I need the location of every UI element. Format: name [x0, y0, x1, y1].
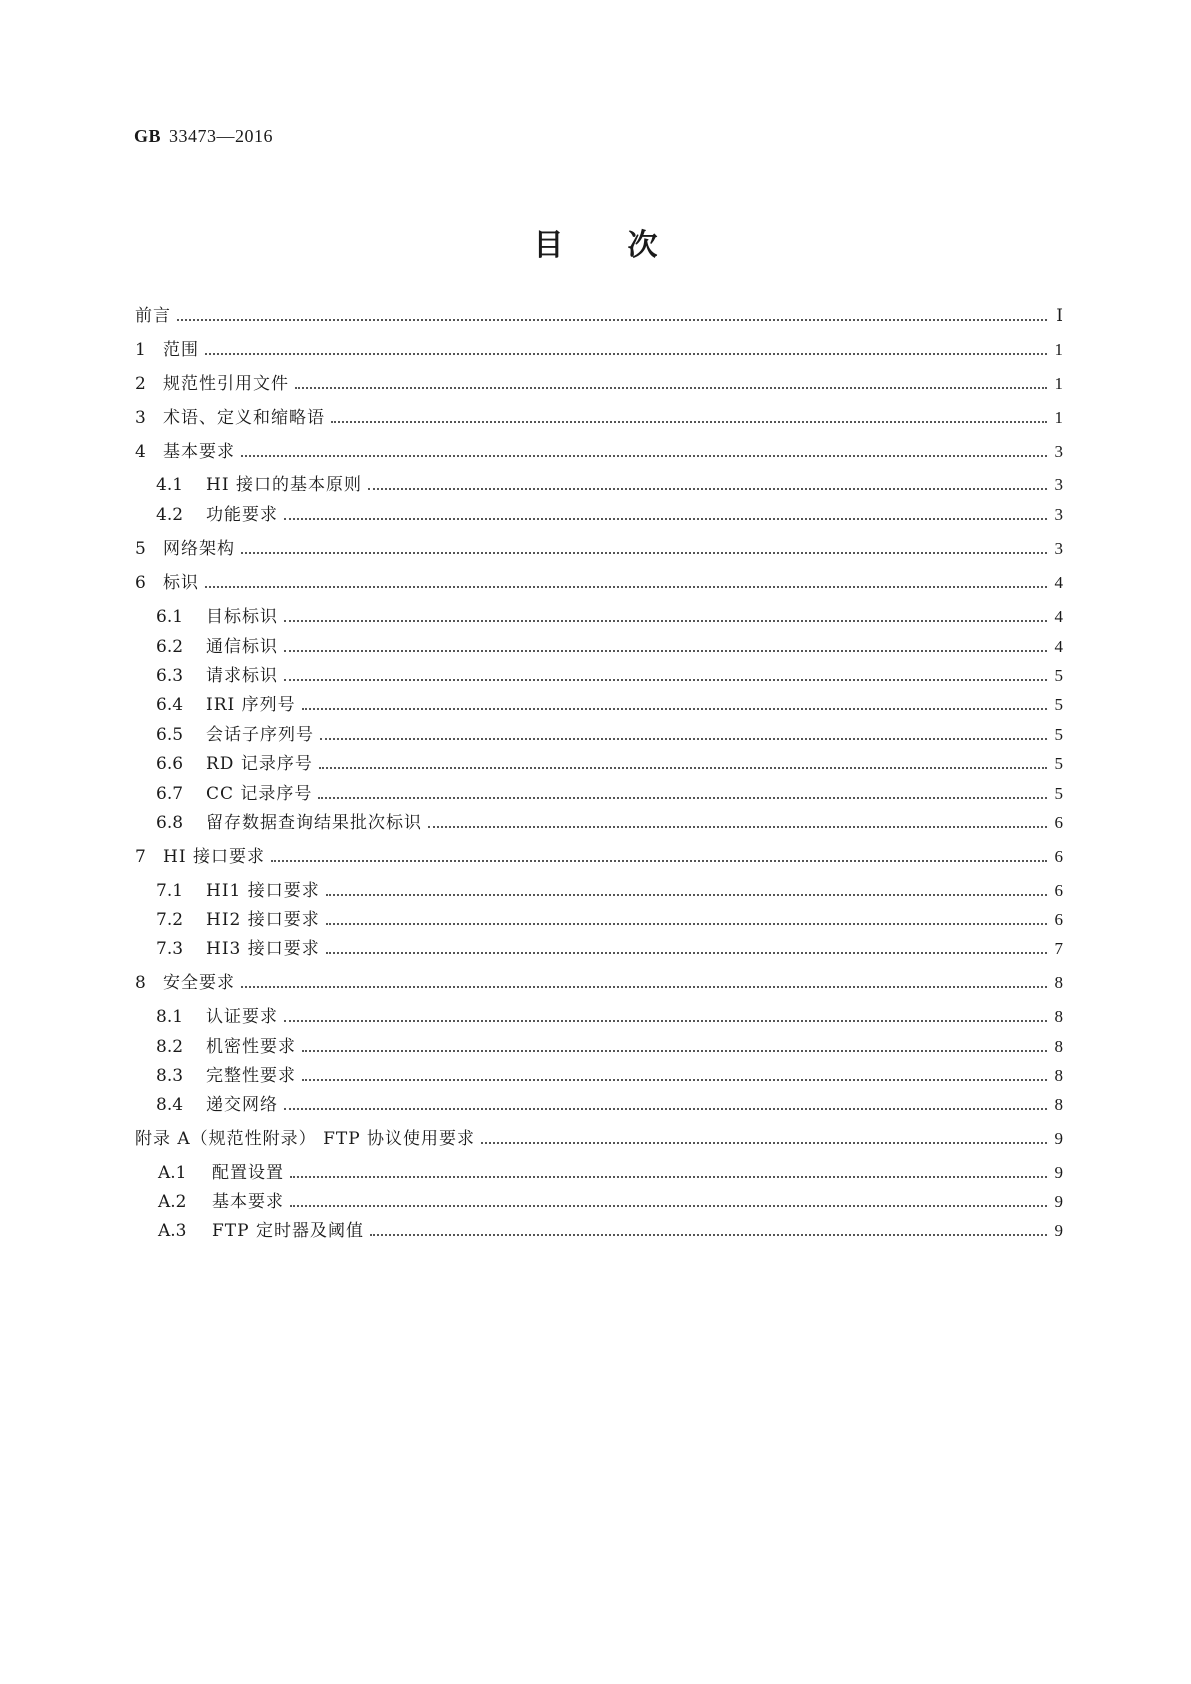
- dot-leader: [370, 1233, 1047, 1236]
- dot-leader: [331, 420, 1047, 423]
- toc-entry-page: 3: [1054, 539, 1063, 558]
- toc-entry-number: 6.8: [156, 813, 184, 833]
- toc-entry-number: 1: [135, 340, 146, 360]
- toc-entry-number: 7.1: [156, 881, 184, 901]
- toc-entry-label: 网络架构: [163, 539, 235, 559]
- toc-entry-7[interactable]: [135, 845, 1063, 869]
- toc-entry-label: 前言: [135, 306, 171, 326]
- toc-entry-label: HI 接口要求: [163, 847, 265, 867]
- toc-entry-label: 会话子序列号: [206, 725, 314, 745]
- toc-entry-page: 9: [1054, 1192, 1063, 1211]
- toc-entry-page: 5: [1054, 725, 1063, 744]
- toc-entry-number: 2: [135, 374, 146, 394]
- toc-entry-page: 6: [1054, 881, 1063, 900]
- dot-leader: [326, 951, 1047, 954]
- toc-entry-label: HI 接口的基本原则: [206, 475, 362, 495]
- dot-leader: [205, 585, 1047, 588]
- toc-entry-8-3[interactable]: [156, 1064, 1063, 1088]
- toc-entry-8-2[interactable]: [156, 1035, 1063, 1059]
- toc-entry-label: 规范性引用文件: [163, 374, 289, 394]
- toc-entry-6-4[interactable]: [156, 693, 1063, 717]
- toc-entry-label: 请求标识: [206, 666, 278, 686]
- toc-entry-number: A.2: [158, 1192, 187, 1212]
- dot-leader: [284, 1107, 1047, 1110]
- toc-entry-label: 通信标识: [206, 637, 278, 657]
- toc-entry-label: CC 记录序号: [206, 784, 313, 804]
- dot-leader: [318, 796, 1047, 799]
- toc-entry-page: 7: [1054, 939, 1063, 958]
- dot-leader: [284, 678, 1047, 681]
- toc-entry-number: 8.1: [156, 1007, 184, 1027]
- toc-entry-number: 5: [135, 539, 146, 559]
- toc-entry-number: 6.1: [156, 607, 184, 627]
- toc-entry-number: 6.6: [156, 754, 184, 774]
- toc-entry-a-1[interactable]: [158, 1161, 1063, 1185]
- toc-entry-page: 1: [1054, 408, 1063, 427]
- dot-leader: [319, 766, 1047, 769]
- toc-entry-number: 8.3: [156, 1066, 184, 1086]
- toc-entry-6-6[interactable]: [156, 752, 1063, 776]
- toc-entry-label: 基本要求: [212, 1192, 284, 1212]
- toc-entry-page: 6: [1054, 910, 1063, 929]
- dot-leader: [241, 454, 1047, 457]
- dot-leader: [326, 922, 1047, 925]
- toc-entry-page: 9: [1054, 1129, 1063, 1148]
- toc-entry-page: 5: [1054, 666, 1063, 685]
- toc-entry-6[interactable]: [135, 571, 1063, 595]
- toc-title: 目次: [533, 228, 722, 263]
- toc-entry-label: 留存数据查询结果批次标识: [206, 813, 422, 833]
- dot-leader: [284, 619, 1047, 622]
- toc-entry-label: RD 记录序号: [206, 754, 313, 774]
- toc-entry-page: 5: [1054, 784, 1063, 803]
- toc-entry-6-8[interactable]: [156, 811, 1063, 835]
- toc-entry-3[interactable]: [135, 406, 1063, 430]
- toc-entry-1[interactable]: [135, 338, 1063, 362]
- toc-entry-number: 8.4: [156, 1095, 184, 1115]
- toc-entry-page: 8: [1054, 973, 1063, 992]
- toc-entry-label: 范围: [163, 340, 199, 360]
- dot-leader: [241, 985, 1047, 988]
- toc-entry-number: 7.3: [156, 939, 184, 959]
- toc-entry-number: 6: [135, 573, 146, 593]
- toc-entry-number: 6.3: [156, 666, 184, 686]
- toc-entry-4-1[interactable]: [156, 473, 1063, 497]
- toc-entry-page: 3: [1054, 442, 1063, 461]
- toc-entry-page: 4: [1054, 637, 1063, 656]
- dot-leader: [284, 1019, 1047, 1022]
- dot-leader: [295, 386, 1047, 389]
- toc-entry-8[interactable]: [135, 971, 1063, 995]
- dot-leader: [271, 859, 1047, 862]
- toc-entry-number: 6.5: [156, 725, 184, 745]
- toc-entry-number: A.1: [158, 1163, 187, 1183]
- toc-entry-a-3[interactable]: [158, 1219, 1063, 1243]
- toc-entry-number: 4.1: [156, 475, 184, 495]
- dot-leader: [290, 1204, 1047, 1207]
- standard-prefix: GB: [134, 126, 162, 146]
- toc-entry-number: 6.2: [156, 637, 184, 657]
- toc-entry-label: 递交网络: [206, 1095, 278, 1115]
- toc-entry-label: 基本要求: [163, 442, 235, 462]
- toc-entry-label: FTP 定时器及阈值: [212, 1221, 364, 1241]
- toc-entry-page: 4: [1054, 573, 1063, 592]
- toc-entry-foreword[interactable]: [135, 304, 1063, 328]
- toc-entry-label: 完整性要求: [206, 1066, 296, 1086]
- toc-entry-6-3[interactable]: [156, 664, 1063, 688]
- toc-entry-6-1[interactable]: [156, 605, 1063, 629]
- toc-entry-page: 8: [1054, 1095, 1063, 1114]
- toc-entry-number: 6.7: [156, 784, 184, 804]
- toc-entry-6-5[interactable]: [156, 723, 1063, 747]
- dot-leader: [428, 825, 1047, 828]
- toc-entry-number: 4.2: [156, 505, 184, 525]
- toc-entry-label: 附录 A（规范性附录） FTP 协议使用要求: [135, 1129, 476, 1149]
- toc-entry-label: HI2 接口要求: [206, 910, 320, 930]
- dot-leader: [302, 707, 1047, 710]
- toc-entry-6-2[interactable]: [156, 635, 1063, 659]
- toc-entry-label: 功能要求: [206, 505, 278, 525]
- dot-leader: [326, 893, 1047, 896]
- toc-entry-label: 安全要求: [163, 973, 235, 993]
- toc-entry-label: 术语、定义和缩略语: [163, 408, 325, 428]
- dot-leader: [284, 649, 1047, 652]
- toc-entry-page: 6: [1054, 813, 1063, 832]
- toc-entry-number: A.3: [158, 1221, 187, 1241]
- toc-entry-page: 8: [1054, 1037, 1063, 1056]
- toc-entry-number: 7.2: [156, 910, 184, 930]
- toc-entry-page: 3: [1054, 475, 1063, 494]
- toc-entry-7-2[interactable]: [156, 908, 1063, 932]
- toc-entry-label: 机密性要求: [206, 1037, 296, 1057]
- toc-entry-label: HI3 接口要求: [206, 939, 320, 959]
- toc-entry-6-7[interactable]: [156, 782, 1063, 806]
- toc-entry-page: 9: [1054, 1221, 1063, 1240]
- toc-entry-label: HI1 接口要求: [206, 881, 320, 901]
- toc-entry-label: 认证要求: [206, 1007, 278, 1027]
- dot-leader: [177, 318, 1047, 321]
- dot-leader: [320, 737, 1047, 740]
- toc-entry-page: 6: [1054, 847, 1063, 866]
- dot-leader: [302, 1078, 1047, 1081]
- toc-entry-4-2[interactable]: [156, 503, 1063, 527]
- toc-entry-label: 目标标识: [206, 607, 278, 627]
- dot-leader: [241, 551, 1047, 554]
- dot-leader: [368, 487, 1047, 490]
- toc-entry-page: 1: [1054, 374, 1063, 393]
- toc-entry-appendix-a[interactable]: [135, 1127, 1063, 1151]
- toc-entry-4[interactable]: [135, 440, 1063, 464]
- document-code: [134, 126, 273, 147]
- toc-entry-page: 1: [1054, 340, 1063, 359]
- toc-entry-8-4[interactable]: [156, 1093, 1063, 1117]
- toc-entry-number: 7: [135, 847, 146, 867]
- toc-entry-page: 8: [1054, 1066, 1063, 1085]
- toc-entry-number: 8: [135, 973, 146, 993]
- toc-entry-8-1[interactable]: [156, 1005, 1063, 1029]
- toc-entry-5[interactable]: [135, 537, 1063, 561]
- toc-entry-7-1[interactable]: [156, 879, 1063, 903]
- toc-entry-number: 8.2: [156, 1037, 184, 1057]
- toc-entry-page: 9: [1054, 1163, 1063, 1182]
- dot-leader: [481, 1141, 1047, 1144]
- dot-leader: [284, 517, 1047, 520]
- standard-number: 33473—2016: [169, 126, 274, 146]
- toc-entry-page: 5: [1054, 754, 1063, 773]
- toc-entry-page: Ⅰ: [1056, 306, 1063, 325]
- dot-leader: [205, 352, 1047, 355]
- toc-entry-page: 8: [1054, 1007, 1063, 1026]
- toc-entry-number: 3: [135, 408, 146, 428]
- toc-entry-label: 标识: [163, 573, 199, 593]
- toc-entry-label: 配置设置: [212, 1163, 284, 1183]
- toc-entry-a-2[interactable]: [158, 1190, 1063, 1214]
- toc-entry-page: 3: [1054, 505, 1063, 524]
- toc-entry-page: 5: [1054, 695, 1063, 714]
- dot-leader: [302, 1049, 1047, 1052]
- toc-entry-2[interactable]: [135, 372, 1063, 396]
- toc-entry-number: 4: [135, 442, 146, 462]
- toc-entry-7-3[interactable]: [156, 937, 1063, 961]
- toc-entry-number: 6.4: [156, 695, 184, 715]
- dot-leader: [290, 1175, 1047, 1178]
- toc-entry-label: IRI 序列号: [206, 695, 296, 715]
- toc-entry-page: 4: [1054, 607, 1063, 626]
